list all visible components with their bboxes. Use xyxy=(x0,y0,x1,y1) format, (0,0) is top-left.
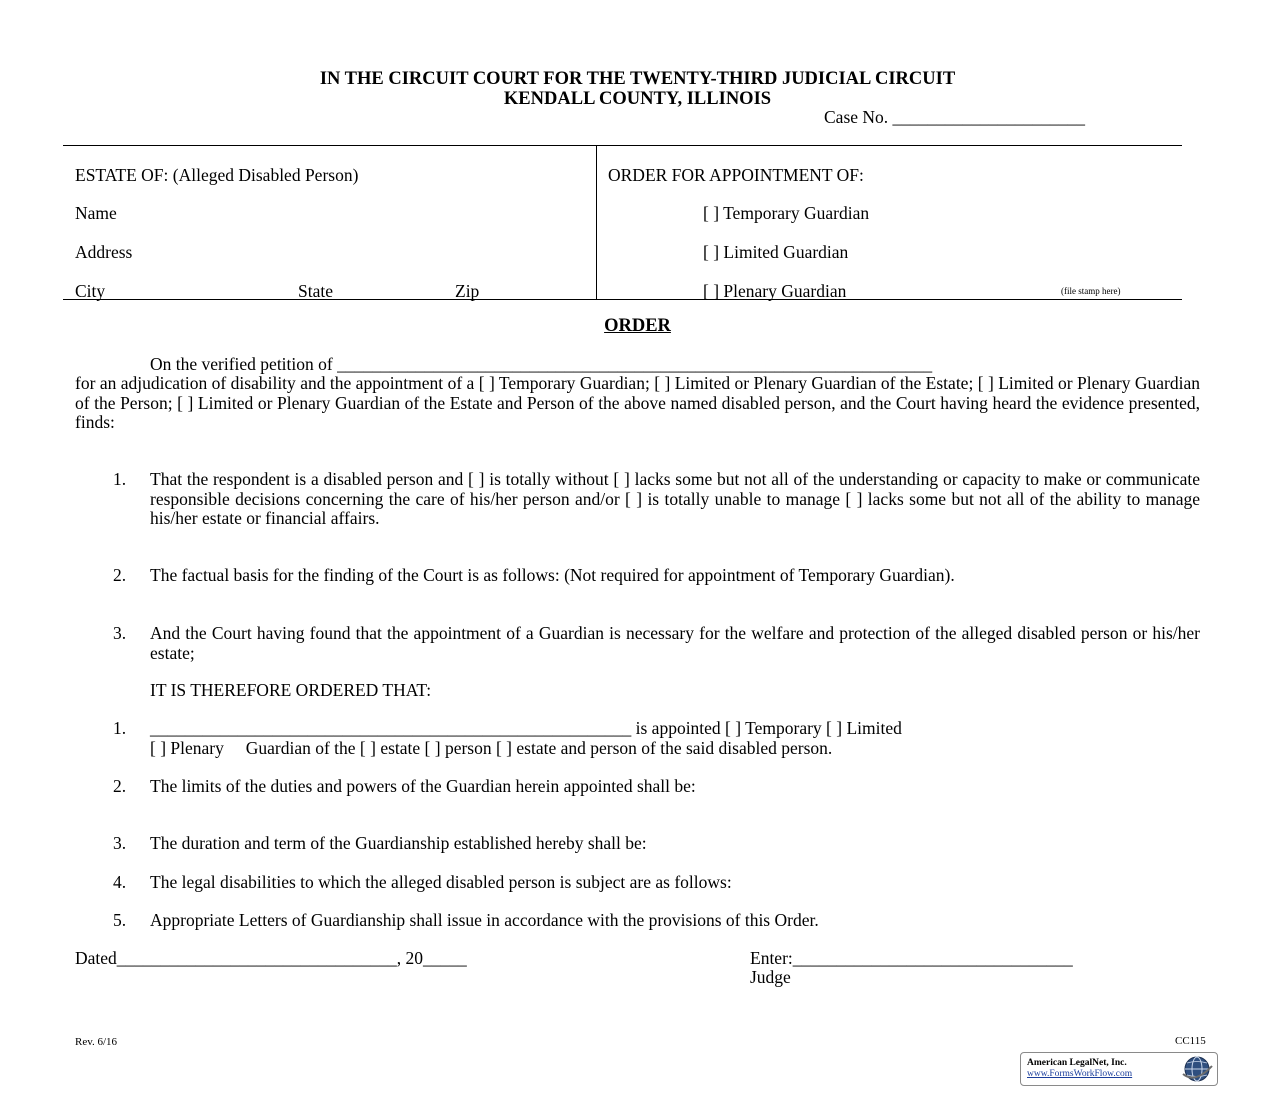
state-label: State xyxy=(298,281,333,301)
option-limited[interactable] xyxy=(703,243,848,263)
file-stamp-note: (file stamp here) xyxy=(1061,286,1121,296)
checkbox-limited[interactable]: [ ] xyxy=(703,242,720,262)
option-plenary[interactable] xyxy=(703,282,846,302)
option-limited-label: Limited Guardian xyxy=(723,242,849,262)
option-plenary-label: Plenary Guardian xyxy=(723,281,847,301)
logo-url[interactable]: www.FormsWorkFlow.com xyxy=(1027,1069,1133,1079)
ordered-heading: IT IS THEREFORE ORDERED THAT: xyxy=(150,680,432,700)
finding-number: 1. xyxy=(113,469,127,489)
order-text: The limits of the duties and powers of the Guardian herein appointed shall be: xyxy=(150,776,696,796)
order-title: ORDER xyxy=(604,316,671,336)
publisher-logo[interactable] xyxy=(1020,1052,1218,1086)
address-label: Address xyxy=(75,242,133,262)
finding-number: 2. xyxy=(113,565,127,585)
order-number: 1. xyxy=(113,718,127,738)
enter-signature-field[interactable]: Enter:________________________________ xyxy=(750,948,1073,968)
finding-text: And the Court having found that the appointment of a Guardian is necessary for the welfare and protection of the alleged disabled person or his/her estate; xyxy=(150,623,1200,663)
petition-first-line: On the verified petition of ____________________________________________________________________ xyxy=(150,355,933,374)
order-number: 3. xyxy=(113,833,127,853)
checkbox-plenary[interactable]: [ ] xyxy=(703,281,720,301)
order-text: The duration and term of the Guardianship established hereby shall be: xyxy=(150,833,647,853)
option-temporary-label: Temporary Guardian xyxy=(723,203,870,223)
order-text: The legal disabilities to which the alleged disabled person is subject are as follows: xyxy=(150,872,732,892)
globe-icon xyxy=(1179,1054,1215,1084)
finding-text: The factual basis for the finding of the Court is as follows: (Not required for appointment of Temporary Guardian). xyxy=(150,565,955,585)
finding-number: 3. xyxy=(113,623,127,643)
order-appointee-line[interactable]: _______________________________________________________ is appointed [ ] Temporary [ ] Limited xyxy=(150,718,902,738)
name-label: Name xyxy=(75,203,117,223)
judge-label: Judge xyxy=(750,967,791,987)
finding-text: That the respondent is a disabled person and [ ] is totally without [ ] lacks some but not all of the understanding or capacity to make or communicate responsible decisions concerning the care of his/her person and/or [ ] is totally unable to manage [ ] lacks some but not all of the ability to manage his/her estate or financial affairs. xyxy=(150,469,1200,528)
caption-bottom-rule xyxy=(63,299,1182,300)
petition-body: for an adjudication of disability and the appointment of a [ ] Temporary Guardian; [ ] Limited or Plenary Guardian of the Estate; [ ] Limited or Plenary Guardian of the Person; [ ] Limited or Plenary Guardian of the Estate and Person of the above named disabled person, and the Court having heard the evidence presented, finds: xyxy=(75,373,1200,432)
estate-of-label: ESTATE OF: (Alleged Disabled Person) xyxy=(75,165,359,185)
court-title: IN THE CIRCUIT COURT FOR THE TWENTY-THIRD JUDICIAL CIRCUIT xyxy=(319,69,956,89)
zip-label: Zip xyxy=(455,281,480,301)
order-for-label: ORDER FOR APPOINTMENT OF: xyxy=(608,165,864,185)
county-title: KENDALL COUNTY, ILLINOIS xyxy=(503,89,772,109)
logo-company: American LegalNet, Inc. xyxy=(1027,1058,1127,1068)
dated-field[interactable]: Dated________________________________, 20_____ xyxy=(75,948,467,968)
revision-label: Rev. 6/16 xyxy=(75,1036,118,1048)
order-text: Appropriate Letters of Guardianship shall issue in accordance with the provisions of this Order. xyxy=(150,910,819,930)
caption-top-rule xyxy=(63,145,1182,146)
case-number-field[interactable]: Case No. ______________________ xyxy=(824,107,1086,127)
order-number: 2. xyxy=(113,776,127,796)
order-number: 5. xyxy=(113,910,127,930)
form-code: CC115 xyxy=(1175,1035,1206,1047)
order-number: 4. xyxy=(113,872,127,892)
city-label: City xyxy=(75,281,106,301)
checkbox-temporary[interactable]: [ ] xyxy=(703,203,720,223)
order-guardian-type-line: [ ] Plenary Guardian of the [ ] estate [ ] person [ ] estate and person of the said disabled person. xyxy=(150,738,833,758)
caption-divider xyxy=(596,145,597,300)
option-temporary[interactable] xyxy=(703,204,869,224)
